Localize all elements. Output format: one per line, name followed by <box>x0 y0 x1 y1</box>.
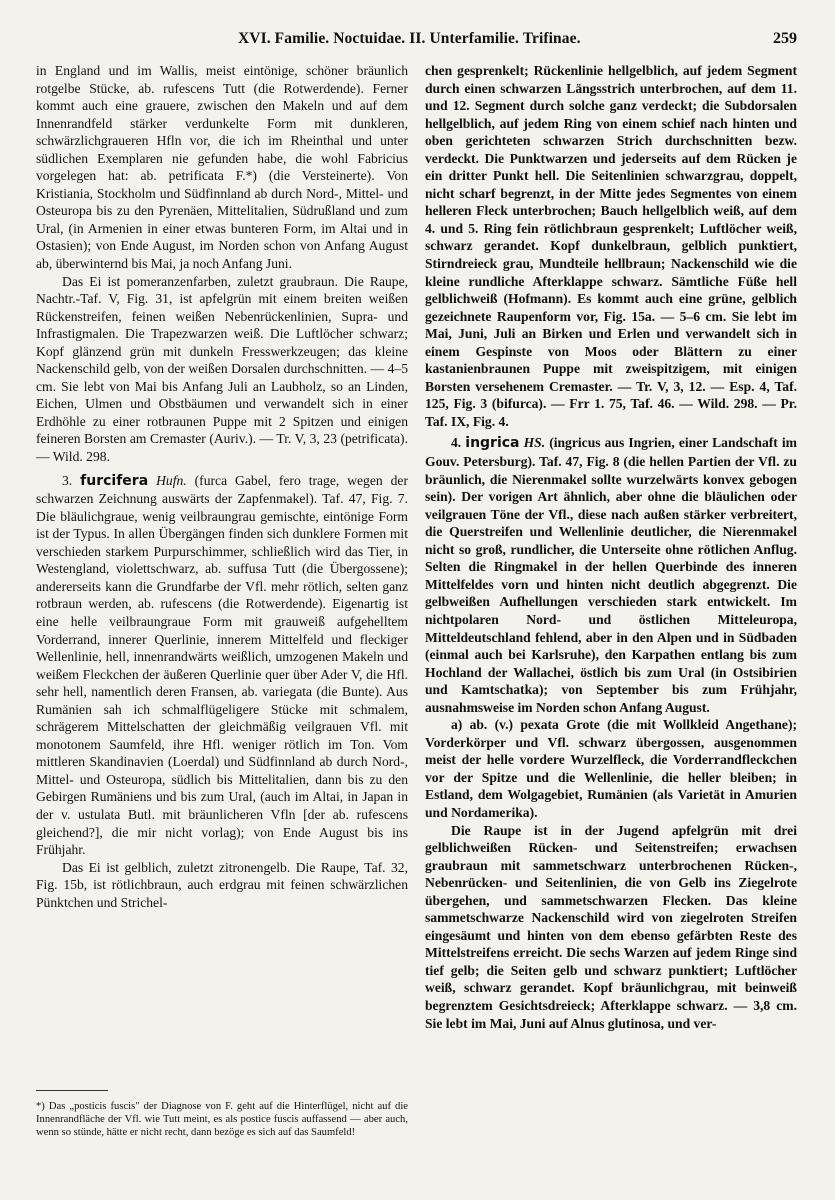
left-paragraph-2: Das Ei ist pomeranzenfarben, zuletzt graubraun. Die Raupe, Nachtr.-Taf. V, Fig. 31, ist apfelgrün mit einem breiten weißen Rückenstreifen, feinen weißen Nebenrückenlinien, Supra- und Infrastigmalen. Die Trapezwarzen weiß. Die Luftlöcher schwarz; Kopf glänzend grün mit dunkeln Fresswerkzeugen; das kleine Nackenschild gelb, von der weißen Dorsalen durchschnitten. — 4–5 cm. Sie lebt von Mai bis Anfang Juli an Laubholz, so an Linden, Eichen, Ulmen und Obstbäumen und verwandelt sich in einer Erdhöhle zu einer rotbraunen Puppe mit 2 Spitzen und einigen feineren Borsten am Cremaster (Auriv.). — Tr. V, 3, 23 (petrificata). — Wild. 298. <box>36 273 408 465</box>
species-number: 4. <box>451 435 462 451</box>
species-description: (furca Gabel, fero trage, wegen der schwarzen Zeichnung auswärts der Zapfenmakel). Taf. 47, Fig. 7. Die bläulichgraue, wenig veilbraungrau gemischte, eintönige Form ist der Typus. In allen Übergängen finden sich dunklere Formen mit verschieden starkem Purpurschimmer, schließlich wird das Tier, in Westengland, violettschwarz, ab. suffusa Tutt (die Übergossene); andererseits kann die Grundfarbe der Vfl. mehr rötlich, selten ganz rotbraun werden, ab. rufescens (die Rotwerdende). Eigenartig ist eine helle veilbraungraue Form mit grauweiß aufgehelltem Vorderrand, innerer Querlinie, innerem Mittelfeld und fleckiger Wellenlinie, hell, innenrandwärts weißlich, umzogenen Makeln und weißem Fleckchen der äußeren Querlinie quer über Ader V, die Hfl. sehr hell, namentlich deren Fransen, ab. variegata (die Bunte). Aus Rumänien sah ich schmalflügeligere Stücke mit schmalem, schrägerem Mittelschatten der gleichmäßig veilgrauen Vfl. mit monotonem Saumfeld, ihre Hfl. weniger rötlich im Ton. Vom mittleren Skandinavien (Loerdal) und Südfinnland ab durch Nord-, Mittel- und Osteuropa, südlich bis Mittelitalien, dann bis zu den Gebirgen Rumäniens und bis zum Ural, (auch im Altai, in Japan in der v. ustulata Butl. mit bräunlicheren Vfln [der ab. rufescens gleichend?], die mir nicht vorlag); von Ende August bis ins Frühjahr. <box>36 472 408 858</box>
species-name: ingrica <box>465 435 520 452</box>
right-paragraph-4: Die Raupe ist in der Jugend apfelgrün mit drei gelblichweißen Rücken- und Seitenstreifen; erwachsen graubraun mit sammetschwarz unterbrochenen Rücken-, Nebenrücken- und Seitenlinien, die von Gelb ins Ziegelrote übergehen, und sammetschwarzen Flecken. Das kleine sammetschwarze Nackenschild wird von ziegelroten Streifen eingesäumt und hinten von dem ebenso gefärbten Reste des Mittelstreifens erreicht. Die sechs Warzen auf jedem Ringe sind tief gelb; die Seiten gelb und schwarz punktiert; Luftlöcher weiß, schwarz gerandet. Kopf bräunlichgrau, mit beinweiß begrenztem Gesichtsdreieck; Afterklappe schwarz. — 3,8 cm. Sie lebt im Mai, Juni auf Alnus glutinosa, und ver- <box>425 822 797 1031</box>
footnote-rule <box>36 1090 108 1091</box>
species-author: HS. <box>523 435 546 451</box>
page-number: 259 <box>773 30 797 47</box>
right-paragraph-3: a) ab. (v.) pexata Grote (die mit Wollkleid Angethane); Vorderkörper und Vfl. schwarz übergossen, ausgenommen meist der helle vordere Wurzelfleck, die Vorderrandfleckchen vor der Spitze und die Wellenlinie, die heller bleiben; in Estland, dem Wolgagebiet, Rumänien (als Varietät in Amurien und Nordamerika). <box>425 717 797 820</box>
left-paragraph-1: in England und im Wallis, meist eintönige, schöner bräunlich rotgelbe Stücke, ab. rufescens Tutt (die Rotwerdende). Ferner kommt auch eine grauere, zwischen den Makeln und auf dem Innenrandfeld stärker verdunkelte Form mit dunkleren, schwärzlichgraueren Hfln vor, die ich im Rheinthal und unter südlichen Exemplaren nie gefunden habe, die wohl Fabricius vorgelegen hat: ab. petrificata F.*) (die Versteinerte). Von Kristiania, Stockholm und Südfinnland ab durch Nord-, Mittel- und Osteuropa bis zu den Pyrenäen, Mittelitalien, Südrußland und zum Ural, (in Armenien in einer etwas bunteren Form, im Altai und in Ostasien); von Ende August, im Norden schon von Anfang August ab, überwinternd bis Mai, ja noch Anfang Juni. <box>36 63 408 272</box>
left-paragraph-4: Das Ei ist gelblich, zuletzt zitronengelb. Die Raupe, Taf. 32, Fig. 15b, ist rötlichbraun, auch erdgrau mit feinen schwärzlichen Pünktchen und Strichel- <box>36 859 408 910</box>
running-header <box>0 30 835 54</box>
header-title: XVI. Familie. Noctuidae. II. Unterfamilie. Trifinae. <box>238 30 581 47</box>
species-description: (ingricus aus Ingrien, einer Landschaft im Gouv. Petersburg). Taf. 47, Fig. 8 (die hellen Partien der Vfl. zu bräunlich, die Nierenmakel sollte wurzelwärts konvex gebogen sein). Der vorigen Art ähnlich, aber ohne die bläulichen oder veilgrauen Töne der Vfl., diese nach außen stärker verbreitert, die Querstreifen und Wellenlinie deutlicher, die Nierenmakel nicht so groß, rundlicher, die Unterseite ohne rötlichen Anflug. Selten die Ringmakel in der hellen Querbinde des inneren Mittelfeldes vorn und hinten nicht deutlich abgegrenzt. Die gelbweißen Aufhellungen verschieden stark entwickelt. Im nichtpolaren Nord- und östlichen Mitteleuropa, Mitteldeutschland fehlend, aber in den Alpen und in Südbaden (einmal auch bei Karlsruhe), den Karpathen entlang bis zum Hochland der Wallachei, östlich bis zum Ural (in Ostsibirien und Kamtschatka); von September bis zum Frühjahr, ausnahmsweise im Norden schon Anfang August. <box>425 435 797 715</box>
footnote: *) Das „posticis fuscis" der Diagnose von F. geht auf die Hinterflügel, nicht auf die Innenrandfläche der Vfl. wie Tutt meint, es als postice fuscis auffassend — aber auch, wenn so stünde, hätte er nicht recht, dann bezöge es sich auf das Saumfeld! <box>36 1101 408 1138</box>
right-column <box>425 62 797 1032</box>
species-entry-furcifera <box>36 472 408 859</box>
species-author: Hufn. <box>156 472 187 488</box>
species-number: 3. <box>62 472 73 488</box>
left-column <box>36 62 408 911</box>
species-entry-ingrica <box>425 434 797 716</box>
right-paragraph-1: chen gesprenkelt; Rückenlinie hellgelblich, auf jedem Segment durch einen schwarzen Längsstrich unterbrochen, auf dem 11. und 12. Segment durch solche ganz verdeckt; die Subdorsalen hellgelblich, auf jedem Ring von einem schief nach hinten und oben gerichteten schwarzen Strich durchschnitten bezw. verdeckt. Die Punktwarzen und jederseits auf dem Rücken je ein dritter Punkt hell. Die Seitenlinien schwarzgrau, doppelt, nicht scharf begrenzt, in der Mitte jedes Segmentes von einem helleren Fleck unterbrochen; Bauch hellgelblich weiß, auf dem 4. und 5. Ring fein rötlichbraun gesprenkelt; Luftlöcher weiß, schwarz gerandet. Kopf dunkelbraun, gelblich punktiert, Stirndreieck grau, Mundteile hellbraun; Nackenschild wie die kleine rundliche Afterklappe schwarz. Sämtliche Füße hell gelblichweiß (Hofmann). Es kommt auch eine grüne, gelblich gezeichnete Raupenform vor, Fig. 15a. — 5–6 cm. Sie lebt im Mai, Juni, Juli an Birken und Erlen und verwandelt sich in einem Gespinste von Moos oder Blättern zu einer kastanienbraunen Puppe mit zweispitzigem, mit einigen Borsten versehenem Cremaster. — Tr. V, 3, 12. — Esp. 4, Taf. 125, Fig. 3 (bifurca). — Frr 1. 75, Taf. 46. — Wild. 298. — Pr. Taf. IX, Fig. 4. <box>425 63 797 429</box>
species-name: furcifera <box>80 472 149 489</box>
